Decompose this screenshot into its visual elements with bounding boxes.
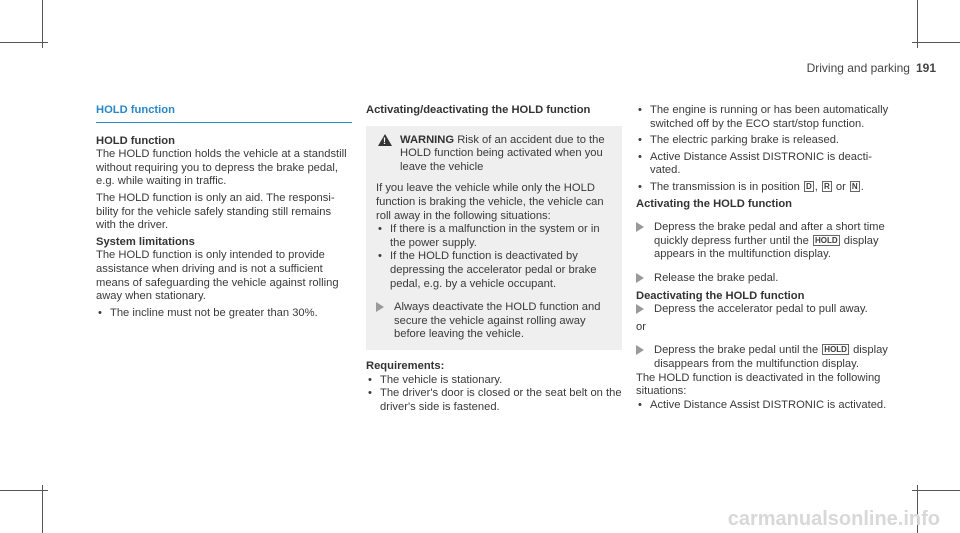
step-text: Release the brake pedal. (654, 271, 779, 284)
warning-box (366, 126, 622, 350)
step-arrow-icon (636, 304, 644, 314)
hold-icon: HOLD (814, 235, 838, 245)
step (636, 303, 898, 317)
warning-label: WARNING (400, 133, 455, 146)
subheading: System limitations (96, 235, 195, 248)
list-item: • The driver's door is closed or the seat belt on the driver's side is fastened. (366, 387, 622, 414)
step-text: Always deactivate the HOLD function and secure the vehicle against rolling away before leaving the vehicle. (394, 301, 601, 341)
step-text: display disappears from the multifunction display. (654, 344, 888, 370)
section-heading: Activating/deactivating the HOLD function (366, 104, 591, 116)
subheading: HOLD function (96, 134, 175, 147)
step (636, 221, 898, 262)
paragraph: The HOLD function is only intended to provide assistance when driving and is not a sufficient means of safeguarding the vehicle against rolling away when stationary. (96, 249, 339, 303)
step-text: Depress the brake pedal and after a short time quickly depress further until the (654, 221, 885, 247)
step-arrow-icon (376, 302, 384, 312)
step-arrow-icon (636, 222, 644, 232)
crop-mark (0, 42, 48, 43)
right-column (636, 104, 898, 412)
warning-text: If you leave the vehicle while only the HOLD function is braking the vehicle, the vehicle can roll away in the following situations: (376, 182, 604, 222)
crop-mark (42, 485, 43, 533)
step (636, 344, 898, 371)
step-text: Depress the accelerator pedal to pull away. (654, 303, 868, 316)
subheading: Activating the HOLD function (636, 197, 792, 210)
list-item: • The incline must not be greater than 30%. (96, 307, 352, 321)
list-item: • If the HOLD function is deactivated by depressing the accelerator pedal or brake pedal, e.g. by a vehicle occupant. (376, 250, 612, 291)
crop-mark (917, 0, 918, 48)
or-text: or (636, 320, 646, 333)
crop-mark (42, 0, 43, 48)
paragraph: The HOLD function is deactivated in the following situations: (636, 371, 881, 398)
middle-column (366, 104, 622, 414)
warning-icon (378, 134, 392, 146)
list-item: • The transmission is in position D , R or N . (636, 181, 898, 195)
paragraph: The HOLD function holds the vehicle at a standstill without requiring you to depress the brake pedal, e.g. while waiting in traffic. (96, 148, 347, 188)
step (636, 272, 898, 286)
list-item-text: The transmission is in position (650, 180, 800, 193)
watermark: carmanualsonline.info (727, 508, 940, 531)
subheading: Requirements: (366, 359, 445, 372)
step-text: display appears in the multifunction display. (654, 234, 879, 261)
warning-header (376, 134, 612, 175)
crop-mark (912, 490, 960, 491)
left-column (96, 104, 352, 320)
hold-icon: HOLD (824, 345, 847, 355)
step-arrow-icon (636, 345, 644, 355)
crop-mark (912, 42, 960, 43)
list-item: • Active Distance Assist DISTRONIC is deactivated. (636, 151, 898, 178)
list-item: • The vehicle is stationary. (366, 374, 622, 388)
page-header (807, 62, 936, 76)
subheading: Deactivating the HOLD function (636, 289, 805, 302)
list-item: • Active Distance Assist DISTRONIC is activated. (636, 399, 898, 413)
warning-title: Risk of an accident due to the HOLD function being activated when you leave the vehicle (400, 133, 605, 173)
list-item-text: or (835, 180, 846, 193)
page-number: 191 (915, 61, 936, 75)
crop-mark (0, 490, 48, 491)
gear-n-icon: N (851, 181, 858, 191)
warning-step (376, 301, 612, 342)
paragraph: The HOLD function is only an aid. The responsibility for the vehicle safely standing still remains with the driver. (96, 191, 335, 232)
gear-d-icon: D (805, 181, 812, 191)
list-item: • The engine is running or has been automatically switched off by the ECO start/stop function. (636, 104, 898, 131)
section-title: Driving and parking (806, 61, 910, 75)
gear-r-icon: R (823, 181, 830, 191)
list-item: • The electric parking brake is released. (636, 134, 898, 148)
list-item: • If there is a malfunction in the system or in the power supply. (376, 223, 612, 250)
section-heading: HOLD function (96, 104, 352, 123)
step-text: Depress the brake pedal until the (654, 344, 819, 357)
step-arrow-icon (636, 273, 644, 283)
